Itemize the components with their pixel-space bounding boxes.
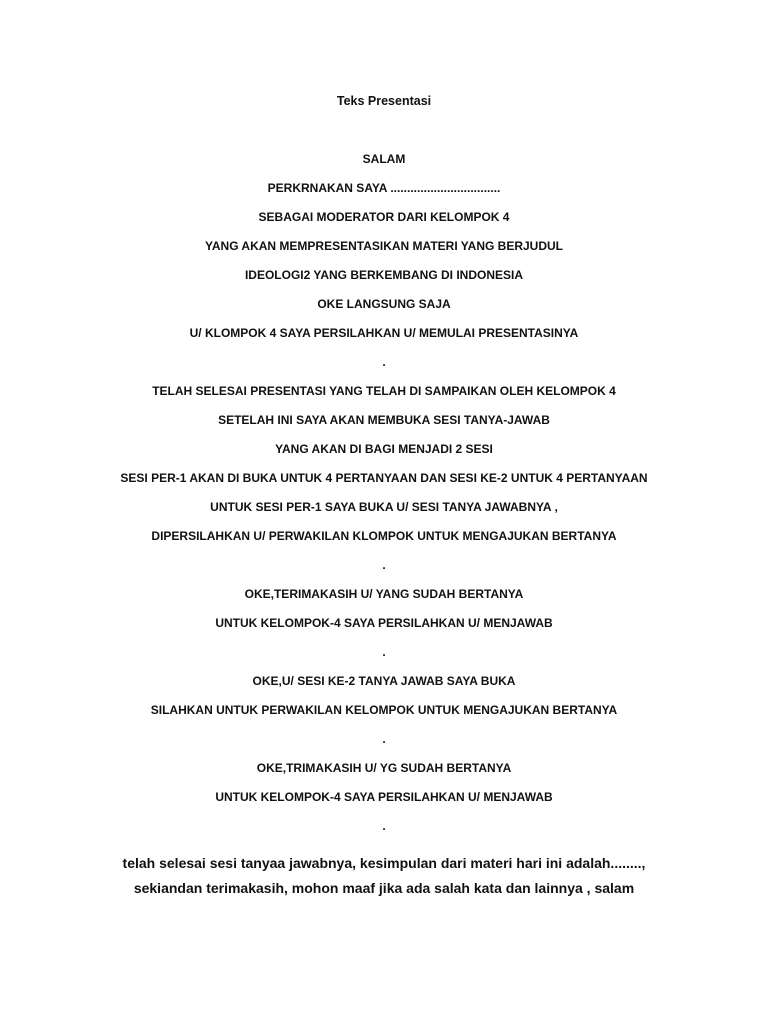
closing-line: sekiandan terimakasih, mohon maaf jika ada salah kata dan lainnya , salam xyxy=(133,880,635,896)
script-line: SEBAGAI MODERATOR DARI KELOMPOK 4 xyxy=(258,210,510,224)
script-line: OKE,U/ SESI KE-2 TANYA JAWAB SAYA BUKA xyxy=(252,674,516,688)
script-line: UNTUK SESI PER-1 SAYA BUKA U/ SESI TANYA JAWABNYA , xyxy=(210,500,558,514)
script-line-dot: . xyxy=(382,732,386,746)
script-line: YANG AKAN DI BAGI MENJADI 2 SESI xyxy=(275,442,493,456)
script-line: OKE,TRIMAKASIH U/ YG SUDAH BERTANYA xyxy=(256,761,512,775)
script-line: PERKRNAKAN SAYA ................................. xyxy=(267,181,501,195)
script-line: UNTUK KELOMPOK-4 SAYA PERSILAHKAN U/ MENJAWAB xyxy=(215,616,553,630)
script-line: UNTUK KELOMPOK-4 SAYA PERSILAHKAN U/ MENJAWAB xyxy=(215,790,553,804)
script-line: YANG AKAN MEMPRESENTASIKAN MATERI YANG BERJUDUL xyxy=(204,239,564,253)
script-line-dot: . xyxy=(382,558,386,572)
script-line-dot: . xyxy=(382,355,386,369)
script-line: OKE LANGSUNG SAJA xyxy=(317,297,451,311)
script-lines xyxy=(0,151,768,847)
script-line: SETELAH INI SAYA AKAN MEMBUKA SESI TANYA-JAWAB xyxy=(218,413,550,427)
script-line-dot: . xyxy=(382,819,386,833)
script-line: SESI PER-1 AKAN DI BUKA UNTUK 4 PERTANYAAN DAN SESI KE-2 UNTUK 4 PERTANYAAN xyxy=(120,471,648,485)
script-line: SALAM xyxy=(362,152,406,166)
script-line-dot: . xyxy=(382,645,386,659)
script-line: OKE,TERIMAKASIH U/ YANG SUDAH BERTANYA xyxy=(244,587,524,601)
script-line: TELAH SELESAI PRESENTASI YANG TELAH DI SAMPAIKAN OLEH KELOMPOK 4 xyxy=(152,384,616,398)
document-title: Teks Presentasi xyxy=(336,94,432,108)
script-line: SILAHKAN UNTUK PERWAKILAN KELOMPOK UNTUK MENGAJUKAN BERTANYA xyxy=(150,703,618,717)
script-line: IDEOLOGI2 YANG BERKEMBANG DI INDONESIA xyxy=(244,268,524,282)
closing-paragraph xyxy=(0,851,768,901)
script-line: U/ KLOMPOK 4 SAYA PERSILAHKAN U/ MEMULAI PRESENTASINYA xyxy=(189,326,579,340)
closing-line: telah selesai sesi tanyaa jawabnya, kesimpulan dari materi hari ini adalah........, xyxy=(122,855,646,871)
script-line: DIPERSILAHKAN U/ PERWAKILAN KLOMPOK UNTUK MENGAJUKAN BERTANYA xyxy=(151,529,617,543)
